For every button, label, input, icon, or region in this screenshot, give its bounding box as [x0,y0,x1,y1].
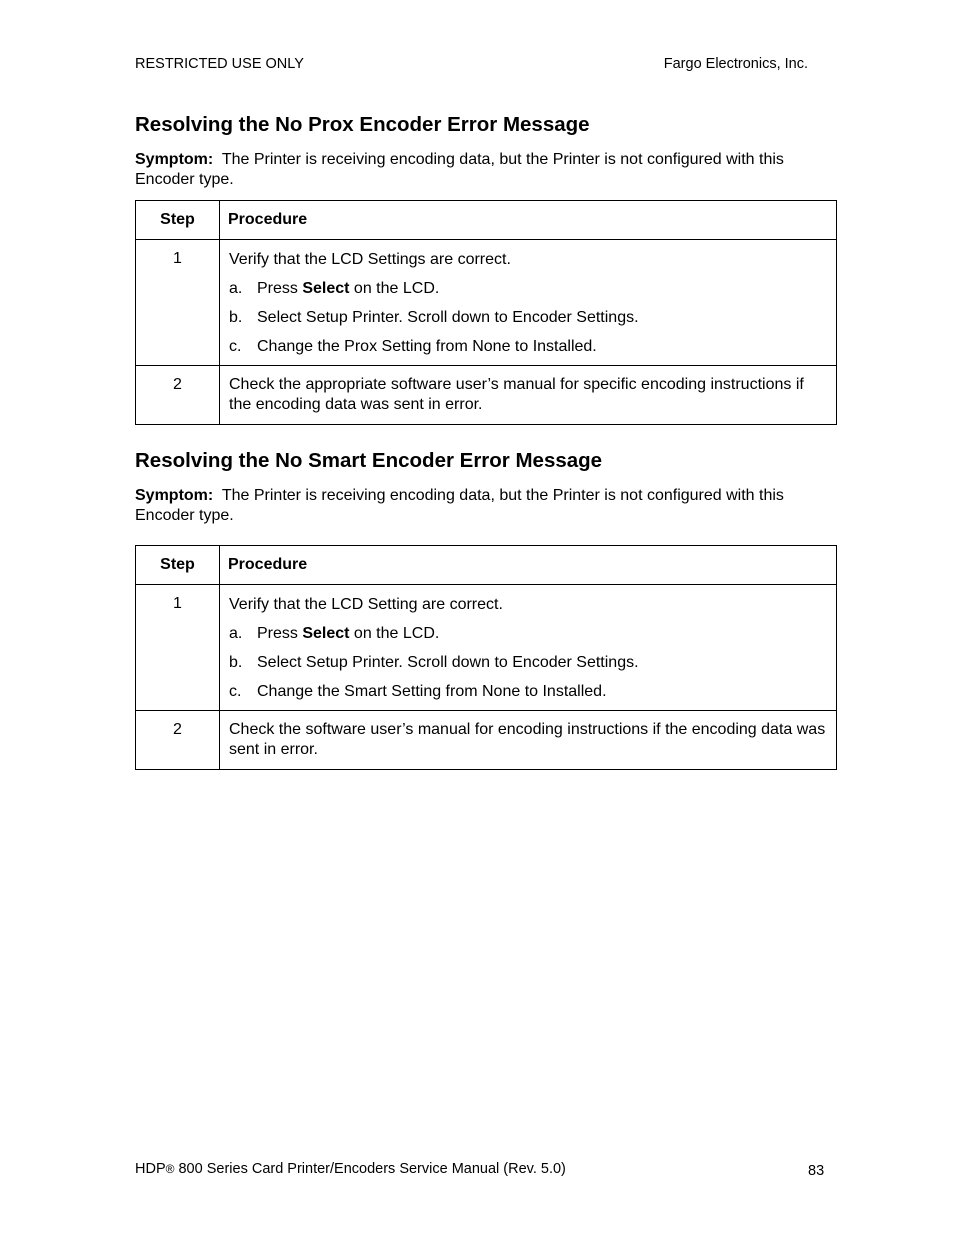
procedure-table [135,200,837,425]
substep-letter: a. [229,280,243,297]
column-header-procedure: Procedure [220,201,837,240]
substep-text: Press Select on the LCD. [257,625,440,642]
substep-letter: c. [229,338,242,355]
procedure-table [135,545,837,770]
page-number: 83 [808,1163,825,1179]
procedure-substep [229,682,828,702]
substep-text: Change the Prox Setting from None to Installed. [257,338,597,355]
substep-text: Select Setup Printer. Scroll down to Encoder Settings. [257,309,639,326]
table-header-row [136,546,837,585]
section-title: Resolving the No Prox Encoder Error Message [135,113,590,136]
procedure-substep [229,308,828,328]
symptom-text: The Printer is receiving encoding data, but the Printer is not configured with this Encoder type. [135,487,784,524]
column-header-step: Step [136,201,220,240]
select-keyword: Select [302,280,350,297]
table-row [136,240,837,366]
substep-letter: c. [229,683,242,700]
procedure-cell: Check the software user’s manual for encoding instructions if the encoding data was sent in error. [220,711,837,770]
procedure-cell [220,585,837,711]
substep-letter: b. [229,309,243,326]
column-header-step: Step [136,546,220,585]
procedure-intro: Verify that the LCD Settings are correct. [229,251,511,268]
symptom-paragraph [135,150,837,190]
procedure-substep [229,279,828,299]
substep-letter: a. [229,625,243,642]
registered-mark: ® [165,1162,175,1176]
step-number: 1 [136,240,220,366]
substep-text: Select Setup Printer. Scroll down to Encoder Settings. [257,654,639,671]
table-row [136,711,837,770]
procedure-substep [229,337,828,357]
procedure-substep [229,624,828,644]
step-number: 1 [136,585,220,711]
running-header-left: RESTRICTED USE ONLY [135,56,304,72]
substep-text: Change the Smart Setting from None to Installed. [257,683,607,700]
symptom-label: Symptom: [135,487,214,504]
substep-text: Press Select on the LCD. [257,280,440,297]
section-no-smart-encoder [135,448,837,770]
symptom-paragraph [135,486,837,526]
table-row [136,585,837,711]
footer-manual-title: HDP® 800 Series Card Printer/Encoders Service Manual (Rev. 5.0) [135,1161,566,1177]
procedure-cell [220,240,837,366]
step-number: 2 [136,366,220,425]
section-no-prox-encoder [135,112,837,425]
section-title: Resolving the No Smart Encoder Error Message [135,449,603,472]
procedure-substep [229,653,828,673]
table-row [136,366,837,425]
running-header-right: Fargo Electronics, Inc. [663,56,808,72]
procedure-intro: Verify that the LCD Setting are correct. [229,596,503,613]
substep-letter: b. [229,654,243,671]
select-keyword: Select [302,625,350,642]
step-number: 2 [136,711,220,770]
symptom-text: The Printer is receiving encoding data, but the Printer is not configured with this Encoder type. [135,151,784,188]
symptom-label: Symptom: [135,151,214,168]
table-header-row [136,201,837,240]
column-header-procedure: Procedure [220,546,837,585]
procedure-cell: Check the appropriate software user’s manual for specific encoding instructions if the encoding data was sent in error. [220,366,837,425]
